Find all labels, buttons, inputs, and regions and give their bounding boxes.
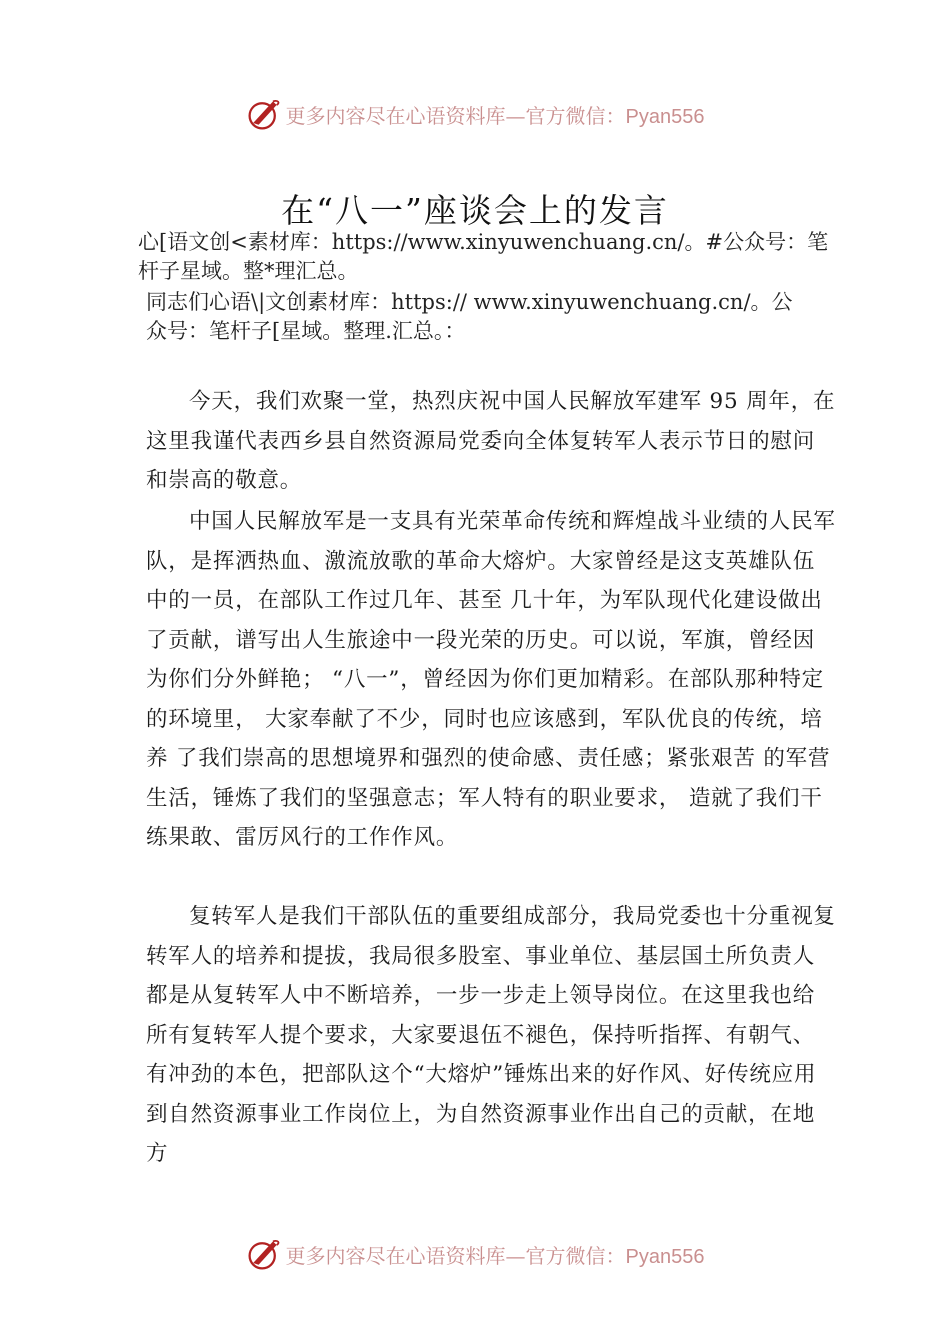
banner-brand: 更多内容尽在心语资料库 — [285, 1243, 506, 1268]
source-note-1: 心[语文创<素材库：https://www.xinyuwenchuang.cn/。#公众号：笔杆子星域。整*理汇总。 — [138, 230, 829, 283]
banner-brand: 更多内容尽在心语资料库 — [285, 103, 506, 128]
footer-banner — [0, 1232, 950, 1276]
paragraph-2-block — [146, 502, 836, 858]
paragraph: 中国人民解放军是一支具有光荣革命传统和辉煌战斗业绩的人民军队，是挥洒热血、激流放歌的革命大熔炉。大家曾经是这支英雄队伍中的一员，在部队工作过几年、甚至 几十年，为军队现代化建设做出了贡献，谱写出人生旅途中一段光荣的历史。可以说，军旗，曾经因为你们分外鲜艳； “八一”，曾经因为你们更加精彩。在部队那种特定的环境里， 大家奉献了不少，同时也应该感到，军队优良的传统，培养 了我们崇高的思想境界和强烈的使命感、责任感；紧张艰苦 的军营生活，锤炼了我们的坚强意志；军人特有的职业要求， 造就了我们干练果敢、雷厉风行的工作作风。 — [146, 509, 836, 850]
banner-dash: — — [505, 1243, 526, 1268]
banner-wechat-label: 官方微信： — [525, 103, 626, 128]
quill-logo-icon — [246, 96, 282, 132]
document-title: 在“八一”座谈会上的发言 — [281, 191, 669, 230]
paragraph: 复转军人是我们干部队伍的重要组成部分，我局党委也十分重视复转军人的培养和提拔，我局很多股室、事业单位、基层国土所负责人都是从复转军人中不断培养，一步一步走上领导岗位。在这里我也给所有复转军人提个要求，大家要退伍不褪色，保持听指挥、有朝气、有冲劲的本色，把部队这个“大熔炉”锤炼出来的好作风、好传统应用到自然资源事业工作岗位上，为自然资源事业作出自己的贡献，在地方 — [146, 904, 836, 1166]
banner-text — [286, 1240, 705, 1269]
header-banner — [0, 92, 950, 136]
banner-wechat-id: Pyan556 — [625, 105, 705, 128]
banner-wechat-label: 官方微信： — [525, 1243, 626, 1268]
banner-text — [286, 100, 705, 129]
quill-logo-icon — [246, 1236, 282, 1272]
paragraph-1-block — [146, 382, 836, 501]
paragraph-3-block — [146, 897, 836, 1174]
source-note-2: 同志们心语\|文创素材库：https:// www.xinyuwenchuang.cn/。公众号：笔杆子[星域。整理.汇总。： — [146, 290, 793, 343]
paragraph: 今天，我们欢聚一堂，热烈庆祝中国人民解放军建军 95 周年，在这里我谨代表西乡县自然资源局党委向全体复转军人表示节日的慰问和崇高的敬意。 — [146, 389, 836, 493]
banner-wechat-id: Pyan556 — [625, 1245, 705, 1268]
banner-dash: — — [505, 103, 526, 128]
